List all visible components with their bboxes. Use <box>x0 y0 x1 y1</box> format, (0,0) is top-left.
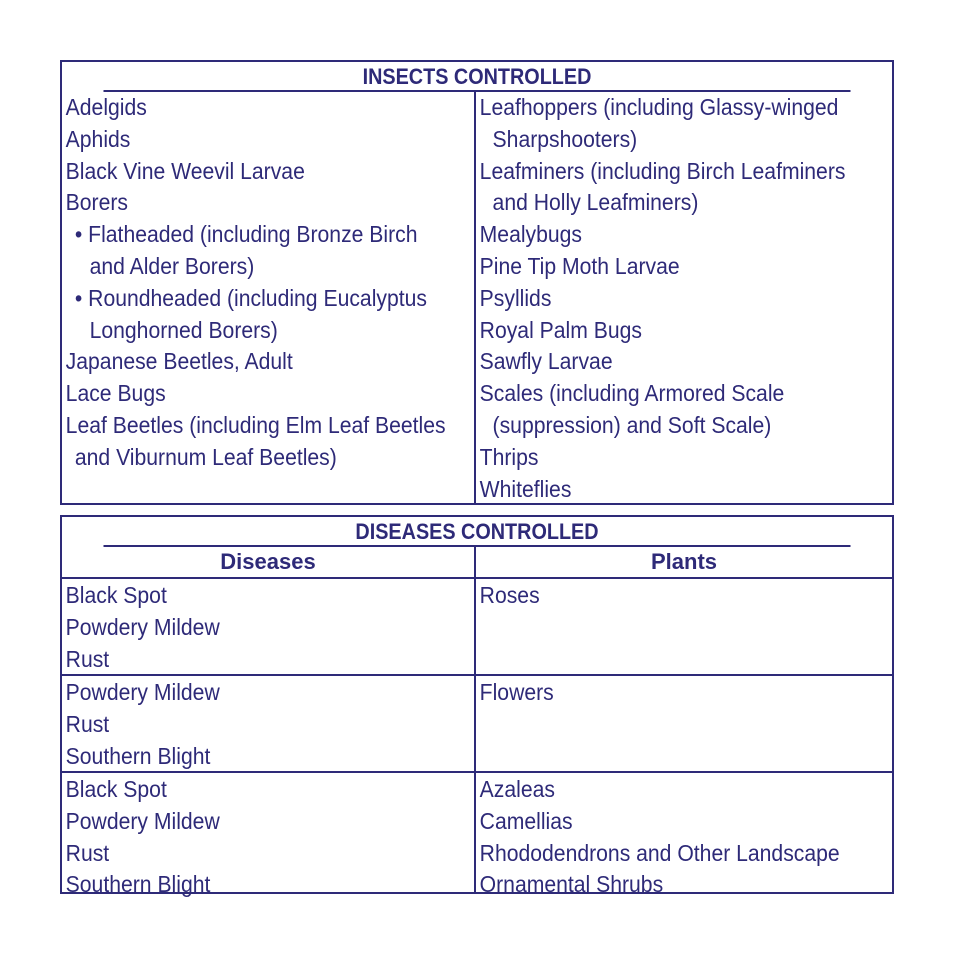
plant-item: Roses <box>479 582 540 608</box>
diseases-column-header: Diseases <box>62 547 476 577</box>
insect-item: Japanese Beetles, Adult <box>65 348 293 375</box>
plant-item: Rhododendrons and Other Landscape <box>479 839 840 866</box>
disease-item: Powdery Mildew <box>65 807 220 834</box>
insect-subitem: • Flatheaded (including Bronze Birch <box>74 221 418 248</box>
insect-item: Whiteflies <box>479 475 572 502</box>
disease-list <box>62 579 476 674</box>
disease-item: Black Spot <box>65 582 167 608</box>
plants-column-header: Plants <box>650 549 718 574</box>
plant-item: Azaleas <box>479 776 555 802</box>
insect-item-continued: and Holly Leafminers) <box>492 189 699 216</box>
insects-columns <box>62 92 892 503</box>
disease-group-flowers <box>62 676 892 773</box>
insect-item-continued: Sharpshooters) <box>492 125 638 152</box>
disease-item: Southern Blight <box>65 871 211 898</box>
insects-controlled-table <box>60 60 894 505</box>
insect-item: Adelgids <box>65 94 147 120</box>
insect-item: Leaf Beetles (including Elm Leaf Beetles <box>65 411 446 438</box>
insect-item-continued: (suppression) and Soft Scale) <box>492 411 772 438</box>
disease-list <box>62 773 476 898</box>
plant-item: Ornamental Shrubs <box>479 871 664 898</box>
insects-title: INSECTS CONTROLLED <box>104 62 851 92</box>
insect-item: Lace Bugs <box>65 380 166 407</box>
insect-subitem: • Roundheaded (including Eucalyptus <box>74 284 427 311</box>
insect-item: Mealybugs <box>479 221 583 248</box>
insect-item: Aphids <box>65 125 131 152</box>
insect-item: Scales (including Armored Scale <box>479 380 785 407</box>
diseases-controlled-table <box>60 515 894 898</box>
insect-subitem-continued: Longhorned Borers) <box>89 316 278 343</box>
insect-item: Black Vine Weevil Larvae <box>65 157 305 184</box>
insect-item: Leafminers (including Birch Leafminers <box>479 157 846 184</box>
disease-item: Powdery Mildew <box>65 613 220 640</box>
disease-item: Rust <box>65 839 110 866</box>
insect-item: Leafhoppers (including Glassy-winged <box>479 94 839 120</box>
insect-item: Thrips <box>479 443 539 470</box>
disease-item: Rust <box>65 645 110 672</box>
plant-item: Camellias <box>479 807 573 834</box>
disease-group-roses <box>62 579 892 676</box>
insects-left-column <box>62 92 476 503</box>
plant-list <box>476 676 892 771</box>
insect-item-continued: and Viburnum Leaf Beetles) <box>74 443 337 470</box>
plant-list <box>476 579 892 674</box>
disease-item: Rust <box>65 710 110 737</box>
disease-list <box>62 676 476 771</box>
insect-item: Pine Tip Moth Larvae <box>479 252 680 279</box>
insects-right-column <box>476 92 892 503</box>
insect-subitem-continued: and Alder Borers) <box>89 252 255 279</box>
disease-group-shrubs <box>62 773 892 898</box>
diseases-column-headers <box>62 547 892 579</box>
insect-item: Royal Palm Bugs <box>479 316 642 343</box>
disease-item: Powdery Mildew <box>65 679 220 705</box>
insect-item: Psyllids <box>479 284 552 311</box>
disease-item: Black Spot <box>65 776 167 802</box>
insect-item: Sawfly Larvae <box>479 348 613 375</box>
diseases-title: DISEASES CONTROLLED <box>104 517 851 547</box>
plant-item: Flowers <box>479 679 554 705</box>
plant-list <box>476 773 892 898</box>
insect-item: Borers <box>65 189 129 216</box>
disease-item: Southern Blight <box>65 742 211 769</box>
